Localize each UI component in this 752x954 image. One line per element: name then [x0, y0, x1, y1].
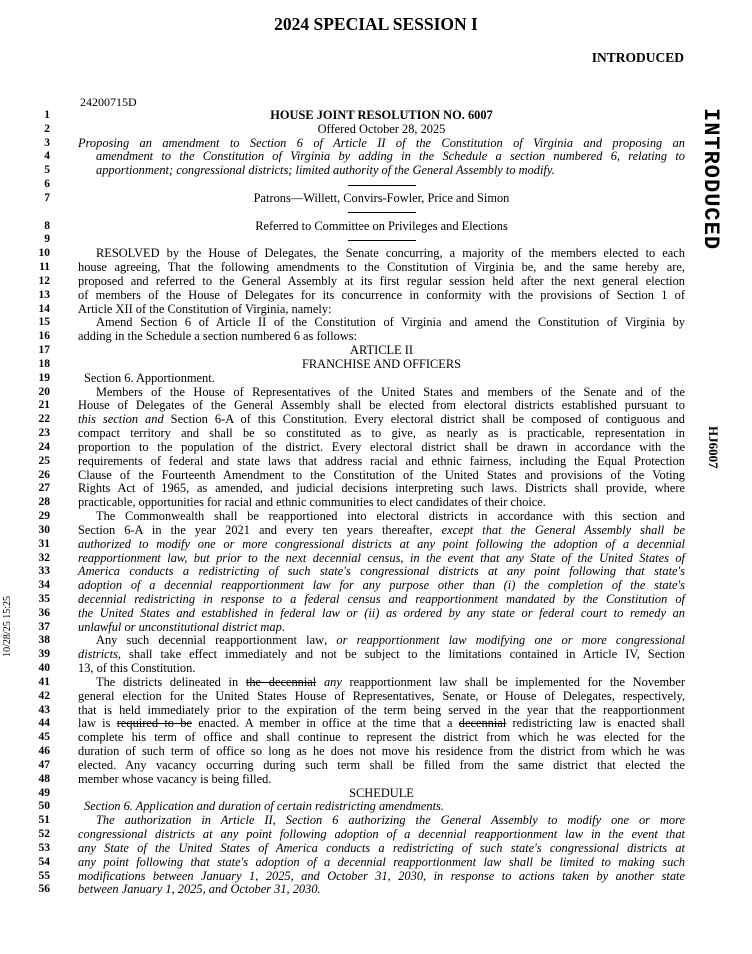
- body-line: [0, 413, 752, 427]
- text-segment: Referred to Committee on Privileges and Elections: [255, 218, 508, 233]
- line-number: 13: [38, 288, 50, 301]
- body-line: [0, 593, 752, 607]
- text-segment: of members of the House of Delegates for its concurrence in conformity with the provisions of Section 1 of: [78, 287, 685, 302]
- line-text: [78, 648, 685, 662]
- text-segment: decennial redistricting in response to a federal census and reapportionment mandated by the Constitution of: [78, 591, 685, 606]
- text-segment: general election for the United States House of Representatives, Senate, or House of Delegates, respectively,: [78, 688, 685, 703]
- line-text: [78, 496, 685, 510]
- line-text: [78, 275, 685, 289]
- line-text: [78, 634, 685, 648]
- body-line: [0, 316, 752, 330]
- text-segment: Clause of the Fourteenth Amendment to the Constitution of the United States and provisions of the Voting: [78, 467, 685, 482]
- body-line: [0, 607, 752, 621]
- text-segment: The authorization in Article II, Section 6 authorizing the General Assembly to modify one or more: [96, 813, 685, 828]
- line-text: [78, 261, 685, 275]
- line-number: 40: [38, 662, 50, 675]
- line-text: [78, 621, 685, 635]
- text-segment: the United States and established in federal law or (ii) as ordered by any state or federal court to remedy an: [78, 605, 685, 620]
- body-line: [0, 759, 752, 773]
- body-line: [0, 648, 752, 662]
- line-number: 2: [44, 122, 50, 135]
- document-number: 24200715D: [80, 95, 137, 109]
- line-text: [78, 192, 685, 206]
- line-number: 53: [38, 841, 50, 854]
- body-line: [0, 303, 752, 317]
- line-number: 5: [44, 164, 50, 177]
- text-segment: Amend Section 6 of Article II of the Constitution of Virginia and amend the Constitution of Virginia by: [96, 315, 685, 330]
- body-line: [0, 275, 752, 289]
- line-text: [78, 358, 685, 372]
- line-number: 20: [38, 385, 50, 398]
- text-segment: Patrons—Willett, Convirs-Fowler, Price and Simon: [253, 190, 510, 205]
- body-line: [0, 469, 752, 483]
- body-line: [0, 289, 752, 303]
- body-line: [0, 220, 752, 234]
- line-number: 30: [38, 523, 50, 536]
- line-number: 26: [38, 468, 50, 481]
- line-number: 22: [38, 413, 50, 426]
- text-segment: requirements of federal and state laws that address racial and ethnic fairness, including the Equal Protection: [78, 453, 685, 468]
- line-number: 50: [38, 800, 50, 813]
- line-text: [78, 510, 685, 524]
- line-number: 17: [38, 344, 50, 357]
- line-number: 9: [44, 233, 50, 246]
- body-line: [0, 787, 752, 801]
- text-segment: apportionment; congressional districts; limited authority of the General Assembly to modify.: [96, 163, 555, 178]
- line-text: [78, 123, 685, 137]
- body-line: [0, 690, 752, 704]
- body-line: [0, 358, 752, 372]
- text-segment: this section and: [78, 412, 164, 427]
- resolution-body: [0, 109, 752, 897]
- line-text: [78, 455, 685, 469]
- line-number: 11: [39, 261, 50, 274]
- line-text: [78, 773, 685, 787]
- body-line: [0, 137, 752, 151]
- text-segment: amendment to the Constitution of Virginia by adding in the Schedule a section numbered 6, relating to: [96, 149, 685, 164]
- line-text: [78, 787, 685, 801]
- body-line: [0, 261, 752, 275]
- text-segment: 13, of this Constitution.: [78, 661, 196, 676]
- line-number: 8: [44, 219, 50, 232]
- line-number: 44: [38, 717, 50, 730]
- body-line: [0, 704, 752, 718]
- line-number: 36: [38, 606, 50, 619]
- text-segment: any State of the United States of America conducts a redistricting of such state's congressional districts at: [78, 840, 685, 855]
- text-segment: , or reapportionment law modifying one or more congressional: [324, 633, 685, 648]
- body-line: [0, 496, 752, 510]
- body-line: [0, 344, 752, 358]
- line-number: 18: [38, 357, 50, 370]
- text-segment: Rights Act of 1965, as amended, and judicial decisions interpreting such laws. Districts shall provide, where: [78, 481, 685, 496]
- line-number: 51: [38, 814, 50, 827]
- line-text: [78, 233, 685, 247]
- line-number: 27: [38, 482, 50, 495]
- text-segment: any: [323, 674, 342, 689]
- text-segment: Section 6-A of this Constitution. Every electoral district shall be composed of contiguous and: [163, 412, 686, 427]
- line-number: 37: [38, 620, 50, 633]
- text-segment: , except that the General Assembly shall be: [429, 522, 685, 537]
- text-segment: proportion to the population of the district. Every electoral district shall be drawn in accordance with the: [78, 439, 685, 454]
- line-text: [78, 607, 685, 621]
- line-number: 41: [38, 675, 50, 688]
- text-segment: districts,: [78, 647, 122, 662]
- text-segment: .: [281, 619, 285, 634]
- body-line: [0, 552, 752, 566]
- line-text: [78, 704, 685, 718]
- line-number: 19: [38, 371, 50, 384]
- body-line: [0, 206, 752, 220]
- text-segment: SCHEDULE: [349, 785, 414, 800]
- body-line: [0, 164, 752, 178]
- separator-rule: [348, 185, 416, 186]
- text-segment: adding in the Schedule a section numbered 6 as follows:: [78, 329, 358, 344]
- text-segment: proposed and referred to the General Assembly at its first regular session held after the next general election: [78, 273, 685, 288]
- session-title: 2024 SPECIAL SESSION I: [274, 14, 478, 34]
- text-segment: elected. Any vacancy occurring during such term shall be filled from the same district that elected the: [78, 757, 685, 772]
- line-text: [78, 593, 685, 607]
- body-line: [0, 123, 752, 137]
- line-number: 25: [38, 454, 50, 467]
- line-text: [78, 441, 685, 455]
- text-segment: RESOLVED by the House of Delegates, the Senate concurring, a majority of the members elected to each: [96, 246, 685, 261]
- side-introduced-stamp: INTRODUCED: [698, 108, 723, 251]
- text-segment: Any such decennial reapportionment law: [96, 633, 325, 648]
- body-line: [0, 856, 752, 870]
- text-segment: authorized to modify one or more congressional districts at any point following the adoption of a decennial: [78, 536, 685, 551]
- line-text: [78, 427, 685, 441]
- status-label: INTRODUCED: [591, 50, 684, 65]
- body-line: [0, 372, 752, 386]
- body-line: [0, 731, 752, 745]
- body-line: [0, 233, 752, 247]
- line-number: 28: [38, 496, 50, 509]
- text-segment: duration of such term of office so long as he does not move his residence from the district from which he was: [78, 744, 685, 759]
- text-segment: that is held immediately prior to the expiration of the term being served in the year that the reapportionment: [78, 702, 685, 717]
- line-number: 15: [38, 316, 50, 329]
- line-number: 42: [38, 689, 50, 702]
- body-line: [0, 883, 752, 897]
- text-segment: Section 6. Application and duration of certain redistricting amendments.: [84, 799, 444, 814]
- text-segment: The districts delineated in: [96, 674, 246, 689]
- line-number: 14: [38, 302, 50, 315]
- body-line: [0, 192, 752, 206]
- text-segment: [316, 675, 324, 689]
- struck-text: required to be: [116, 716, 192, 731]
- text-segment: compact territory and shall be so constituted as to give, as nearly as is practicable, representation in: [78, 426, 685, 441]
- body-line: [0, 828, 752, 842]
- line-number: 4: [44, 150, 50, 163]
- body-line: [0, 800, 752, 814]
- struck-text: decennial: [458, 716, 507, 731]
- text-segment: redistricting law is enacted shall: [506, 716, 685, 731]
- line-text: [78, 386, 685, 400]
- line-text: [78, 109, 685, 123]
- line-number: 49: [38, 786, 50, 799]
- line-text: [78, 137, 685, 151]
- body-line: [0, 773, 752, 787]
- line-text: [78, 413, 685, 427]
- line-number: 33: [38, 565, 50, 578]
- line-text: [78, 289, 685, 303]
- text-segment: Proposing an amendment to Section 6 of Article II of the Constitution of Virginia and proposing an: [78, 135, 685, 150]
- text-segment: adoption of a decennial reapportionment law for any purpose other than (i) the completion of the state's: [78, 578, 685, 593]
- text-segment: shall take effect immediately and not be subject to the limitations contained in Article IV, Section: [121, 647, 685, 662]
- line-number: 55: [38, 869, 50, 882]
- body-line: [0, 579, 752, 593]
- line-text: [78, 565, 685, 579]
- line-number: 3: [44, 136, 50, 149]
- line-number: 10: [38, 247, 50, 260]
- body-line: [0, 842, 752, 856]
- line-text: [78, 316, 685, 330]
- body-line: [0, 745, 752, 759]
- line-number: 54: [38, 855, 50, 868]
- body-line: [0, 427, 752, 441]
- line-text: [78, 552, 685, 566]
- line-text: [78, 676, 685, 690]
- line-text: [78, 469, 685, 483]
- line-text: [78, 524, 685, 538]
- line-text: [78, 178, 685, 192]
- line-text: [78, 759, 685, 773]
- separator-rule: [348, 212, 416, 213]
- line-number: 12: [38, 274, 50, 287]
- line-number: 45: [38, 731, 50, 744]
- body-line: [0, 330, 752, 344]
- text-segment: reapportionment law, but prior to the next decennial census, in the event that any State of the United States of: [78, 550, 685, 565]
- body-line: [0, 676, 752, 690]
- text-segment: Section 6. Apportionment.: [84, 370, 215, 385]
- line-text: [78, 883, 685, 897]
- text-segment: practicable, opportunities for racial and ethnic communities to elect candidates of their choice.: [78, 495, 546, 510]
- line-text: [78, 150, 685, 164]
- body-line: [0, 510, 752, 524]
- line-text: [78, 303, 685, 317]
- text-segment: house agreeing, That the following amendments to the Constitution of Virginia be, and the same hereby are,: [78, 260, 685, 275]
- body-line: [0, 482, 752, 496]
- line-text: [78, 330, 685, 344]
- line-number: 47: [38, 758, 50, 771]
- line-number: 39: [38, 648, 50, 661]
- line-number: 1: [44, 109, 50, 121]
- line-text: [78, 745, 685, 759]
- body-line: [0, 150, 752, 164]
- line-number: 46: [38, 745, 50, 758]
- line-text: [78, 690, 685, 704]
- text-segment: America conducts a redistricting of such state's congressional districts at any point following that state's: [78, 564, 685, 579]
- body-line: [0, 247, 752, 261]
- text-segment: between January 1, 2025, and October 31, 2030.: [78, 882, 321, 897]
- line-text: [78, 731, 685, 745]
- text-segment: FRANCHISE AND OFFICERS: [301, 356, 462, 371]
- text-segment: ARTICLE II: [350, 343, 413, 358]
- body-line: [0, 662, 752, 676]
- text-segment: modifications between January 1, 2025, and October 31, 2030, in response to actions taken by another state: [78, 868, 685, 883]
- body-line: [0, 524, 752, 538]
- body-line: [0, 814, 752, 828]
- text-segment: unlawful or unconstitutional district map: [78, 619, 282, 634]
- text-segment: any point following that state's adoption of a decennial reapportionment law shall be limited to making such: [78, 854, 685, 869]
- line-text: [78, 538, 685, 552]
- separator-rule: [348, 240, 416, 241]
- line-text: [78, 220, 685, 234]
- line-text: [78, 828, 685, 842]
- body-line: [0, 634, 752, 648]
- text-segment: member whose vacancy is being filled.: [78, 771, 272, 786]
- line-text: [78, 717, 685, 731]
- line-number: 43: [38, 703, 50, 716]
- line-number: 16: [38, 330, 50, 343]
- line-text: [78, 482, 685, 496]
- line-text: [78, 206, 685, 220]
- line-text: [78, 344, 685, 358]
- line-number: 35: [38, 592, 50, 605]
- body-line: [0, 441, 752, 455]
- struck-text: the decennial: [245, 674, 317, 689]
- line-text: [78, 372, 685, 386]
- line-number: 7: [44, 191, 50, 204]
- line-number: 48: [38, 772, 50, 785]
- text-segment: Offered October 28, 2025: [317, 121, 446, 136]
- body-line: [0, 455, 752, 469]
- text-segment: HOUSE JOINT RESOLUTION NO. 6007: [270, 108, 493, 122]
- text-segment: House of Delegates of the General Assembly shall be elected from electoral districts established pursuant to: [78, 398, 685, 413]
- line-text: [78, 164, 685, 178]
- side-bill-code: HJ6007: [706, 426, 721, 469]
- line-text: [78, 579, 685, 593]
- line-text: [78, 662, 685, 676]
- line-number: 34: [38, 579, 50, 592]
- text-segment: congressional districts at any point following adoption of a decennial reapportionment law in the event that: [78, 827, 685, 842]
- line-number: 21: [38, 399, 50, 412]
- body-line: [0, 178, 752, 192]
- text-segment: Members of the House of Representatives of the United States and members of the Senate and of the: [96, 384, 685, 399]
- text-segment: Section 6-A in the year 2021 and every ten years thereafter: [78, 522, 430, 537]
- body-line: [0, 399, 752, 413]
- line-text: [78, 856, 685, 870]
- text-segment: reapportionment law shall be implemented for the November: [341, 674, 685, 689]
- line-text: [78, 247, 685, 261]
- line-number: 31: [38, 537, 50, 550]
- body-line: [0, 386, 752, 400]
- body-line: [0, 538, 752, 552]
- body-line: [0, 109, 752, 123]
- body-line: [0, 717, 752, 731]
- line-number: 6: [44, 178, 50, 191]
- text-segment: Article XII of the Constitution of Virginia, namely:: [78, 301, 332, 316]
- text-segment: law is: [78, 716, 117, 731]
- line-text: [78, 870, 685, 884]
- body-line: [0, 621, 752, 635]
- line-number: 56: [38, 883, 50, 896]
- line-text: [78, 399, 685, 413]
- body-line: [0, 870, 752, 884]
- line-text: [78, 842, 685, 856]
- line-number: 38: [38, 634, 50, 647]
- line-number: 52: [38, 828, 50, 841]
- side-timestamp: 10/28/25 15:25: [2, 596, 13, 657]
- line-number: 23: [38, 427, 50, 440]
- text-segment: complete his term of office and shall continue to represent the district from which he was elected for the: [78, 730, 685, 745]
- text-segment: The Commonwealth shall be reapportioned into electoral districts in accordance with this section and: [96, 509, 685, 524]
- line-number: 29: [38, 510, 50, 523]
- body-line: [0, 565, 752, 579]
- text-segment: enacted. A member in office at the time that a: [191, 716, 459, 731]
- line-number: 32: [38, 551, 50, 564]
- line-text: [78, 800, 685, 814]
- line-number: 24: [38, 440, 50, 453]
- line-text: [78, 814, 685, 828]
